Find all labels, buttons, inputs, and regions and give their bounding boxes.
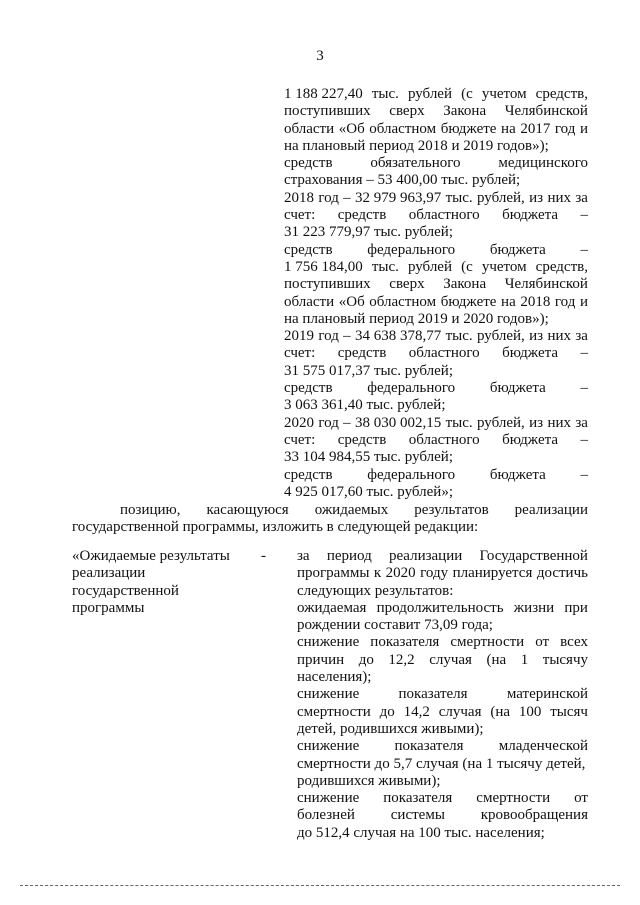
label-dash: - — [261, 548, 266, 564]
results-line — [297, 825, 588, 842]
funding-line — [284, 415, 588, 432]
word: кровообращения — [480, 807, 588, 824]
results-line — [297, 807, 588, 824]
word: областном — [369, 120, 437, 137]
word: – — [580, 380, 588, 397]
funding-line — [284, 311, 588, 328]
word: 31 223 779,97 тыс. рублей; — [284, 224, 453, 241]
word: федерального — [367, 466, 456, 483]
word: – — [343, 328, 351, 345]
position-label-line: программы — [72, 599, 145, 616]
word: год — [318, 414, 339, 431]
word: снижение — [297, 790, 360, 807]
word: рождении составит 73,09 года; — [297, 617, 493, 634]
word: учетом — [481, 258, 527, 275]
results-line — [297, 669, 588, 686]
word: 2020 — [284, 414, 314, 431]
word: Челябинской — [504, 276, 588, 293]
results-line — [297, 634, 588, 651]
word: и — [579, 293, 588, 310]
word: бюджета — [489, 466, 546, 483]
word: год — [318, 189, 339, 206]
word: «Об — [338, 120, 365, 137]
word: при — [564, 599, 588, 616]
word: системы — [390, 807, 445, 824]
word: младенческой — [498, 738, 588, 755]
results-line — [297, 565, 588, 582]
funding-line — [284, 138, 588, 155]
word: – — [580, 207, 588, 224]
position-label-line: «Ожидаемые результаты — [72, 548, 230, 564]
word: жизни — [513, 599, 555, 616]
page-bottom-rule — [20, 885, 620, 886]
word: году — [420, 565, 449, 582]
word: 4 925 017,60 тыс. рублей»; — [284, 483, 453, 500]
word: рублей, — [477, 328, 525, 345]
word: средств — [284, 380, 333, 397]
word: 33 104 984,55 тыс. рублей; — [284, 449, 453, 466]
word: бюджета — [489, 241, 546, 258]
word: ожидаемая — [297, 599, 367, 616]
word: позицию, — [120, 502, 181, 518]
word: рублей — [407, 86, 452, 102]
word: до — [358, 651, 374, 668]
word: показателя — [370, 634, 440, 651]
word: от — [574, 790, 588, 807]
word: 1 756 184,00 — [284, 258, 363, 275]
word: к — [373, 565, 382, 582]
word: них — [547, 189, 571, 206]
funding-line — [284, 449, 588, 466]
word: на — [501, 120, 516, 137]
word: тысяч — [550, 703, 588, 720]
word: средств — [337, 207, 387, 224]
funding-line — [284, 380, 588, 397]
funding-line — [284, 224, 588, 241]
page-number: 3 — [316, 48, 324, 64]
word: – — [343, 189, 351, 206]
results-line — [297, 583, 588, 600]
word: 32 979 963,97 — [355, 189, 442, 206]
intro-line — [72, 519, 588, 536]
funding-line — [284, 103, 588, 120]
word: за — [575, 414, 588, 431]
intro-paragraph — [72, 502, 588, 537]
word: планируется — [452, 565, 533, 582]
word: материнской — [506, 686, 588, 703]
word: средств — [284, 466, 333, 483]
word: 3 063 361,40 тыс. рублей; — [284, 397, 446, 414]
funding-line — [284, 432, 588, 449]
results-line — [297, 704, 588, 721]
word: смертности — [297, 703, 371, 720]
word: реализации — [388, 548, 463, 564]
word: год — [318, 328, 339, 345]
word: Челябинской — [504, 103, 588, 120]
word: год — [554, 120, 576, 137]
word: бюджете — [440, 120, 497, 137]
word: средств — [284, 155, 333, 172]
word: достичь — [536, 565, 588, 582]
word: средств, — [535, 86, 588, 102]
funding-line — [284, 294, 588, 311]
word: – — [580, 241, 588, 258]
position-label-line: реализации — [72, 565, 146, 582]
word: сверх — [389, 103, 425, 120]
word: федерального — [367, 241, 456, 258]
word: сверх — [389, 276, 425, 293]
word: 1 — [520, 651, 529, 668]
word: тыс. — [371, 86, 399, 102]
word: средств, — [535, 258, 588, 275]
word: 34 638 378,77 — [355, 328, 442, 345]
word: учетом — [481, 86, 527, 102]
word: детей, родившихся живыми); — [297, 720, 484, 737]
word: 2017 — [520, 120, 551, 137]
word: «Об — [338, 293, 365, 310]
word: 1 188 227,40 — [284, 86, 363, 102]
word: областного — [408, 431, 480, 448]
word: снижение — [297, 738, 360, 755]
word: реализации — [514, 502, 588, 518]
word: (на — [490, 703, 511, 720]
word: из — [529, 189, 544, 206]
word: на плановый период 2018 и 2019 годов»); — [284, 137, 549, 154]
word: и — [579, 120, 588, 137]
word: период — [326, 548, 372, 564]
word: показателя — [398, 686, 468, 703]
word: за — [575, 328, 588, 345]
word: рублей, — [477, 414, 525, 431]
funding-line — [284, 190, 588, 207]
word: 12,2 — [388, 651, 415, 668]
word: ожидаемых — [314, 502, 389, 518]
word: 2020 — [385, 565, 416, 582]
word: них — [547, 328, 571, 345]
position-label — [72, 548, 252, 617]
word: 2019 — [284, 328, 314, 345]
results-line — [297, 617, 588, 634]
word: медицинского — [498, 155, 588, 172]
funding-line — [284, 155, 588, 172]
word: бюджета — [502, 207, 559, 224]
word: населения); — [297, 669, 372, 686]
word: (с — [461, 86, 473, 102]
word: бюджета — [502, 345, 559, 362]
funding-line — [284, 207, 588, 224]
word: государственной программы, изложить в следующей редакции: — [72, 519, 479, 536]
results-line — [297, 721, 588, 738]
word: случая — [429, 651, 472, 668]
word: них — [547, 414, 571, 431]
word: до 512,4 случая на 100 тыс. населения; — [297, 824, 545, 841]
word: средств — [337, 431, 387, 448]
funding-line — [284, 397, 588, 414]
word: тыс. — [445, 189, 473, 206]
word: смертности до 5,7 случая (на 1 тысячу детей, — [297, 755, 586, 772]
word: – — [343, 414, 351, 431]
word: продолжительность — [376, 599, 504, 616]
word: за — [297, 548, 310, 564]
word: области — [284, 120, 335, 137]
word: до — [379, 703, 395, 720]
word: родившихся живыми); — [297, 772, 441, 789]
intro-line — [72, 502, 588, 519]
word: за — [575, 189, 588, 206]
word: результатов — [414, 502, 489, 518]
word: поступивших — [284, 276, 371, 293]
word: страхования – 53 400,00 тыс. рублей; — [284, 172, 521, 189]
word: 100 — [518, 703, 542, 720]
word: из — [529, 414, 544, 431]
results-line — [297, 773, 588, 790]
funding-line — [284, 467, 588, 484]
word: областном — [369, 293, 437, 310]
word: – — [580, 466, 588, 483]
word: программы — [297, 565, 370, 582]
word: бюджете — [440, 293, 497, 310]
word: болезней — [297, 807, 355, 824]
word: год — [554, 293, 576, 310]
word: области — [284, 293, 335, 310]
results-line — [297, 686, 588, 703]
word: (на — [486, 651, 507, 668]
funding-line — [284, 121, 588, 138]
word: бюджета — [489, 380, 546, 397]
word: от — [535, 634, 550, 651]
word: смертности — [476, 790, 551, 807]
word: Закона — [443, 103, 487, 120]
word: Государственной — [479, 548, 588, 564]
results-line — [297, 600, 588, 617]
results-line — [297, 548, 588, 565]
word: показателя — [394, 738, 464, 755]
word: из — [529, 328, 544, 345]
word: на — [501, 293, 516, 310]
word: – — [580, 431, 588, 448]
funding-line — [284, 259, 588, 276]
word: случая — [438, 703, 482, 720]
funding-line — [284, 276, 588, 293]
word: счет: — [284, 207, 316, 224]
funding-line — [284, 172, 588, 189]
word: снижение — [297, 686, 360, 703]
word: касающуюся — [206, 502, 289, 518]
results-line — [297, 738, 588, 755]
results-line — [297, 790, 588, 807]
word: – — [580, 345, 588, 362]
word: обязательного — [370, 155, 461, 172]
word: показателя — [383, 790, 453, 807]
word: (с — [461, 258, 473, 275]
expected-results-text — [297, 548, 588, 842]
word: на плановый период 2019 и 2020 годов»); — [284, 310, 549, 327]
word: бюджета — [502, 431, 559, 448]
word: 31 575 017,37 тыс. рублей; — [284, 362, 453, 379]
results-line — [297, 652, 588, 669]
word: всех — [560, 634, 588, 651]
results-line — [297, 756, 588, 773]
funding-line — [284, 86, 588, 103]
word: средств — [337, 345, 387, 362]
word: счет: — [284, 345, 316, 362]
word: поступивших — [284, 103, 371, 120]
word: тысячу — [542, 651, 588, 668]
word: областного — [408, 207, 480, 224]
funding-line — [284, 242, 588, 259]
word: 2018 — [284, 189, 314, 206]
word: Закона — [443, 276, 487, 293]
word: следующих результатов: — [297, 582, 454, 599]
funding-text-block — [284, 86, 588, 501]
word: тыс. — [445, 414, 473, 431]
word: 2018 — [520, 293, 551, 310]
word: рублей, — [477, 189, 525, 206]
word: рублей — [407, 258, 452, 275]
word: областного — [408, 345, 480, 362]
word: средств — [284, 241, 333, 258]
position-label-line: государственной — [72, 582, 179, 599]
word: смертности — [450, 634, 525, 651]
funding-line — [284, 328, 588, 345]
word: причин — [297, 651, 345, 668]
funding-line — [284, 363, 588, 380]
funding-line — [284, 345, 588, 362]
funding-line — [284, 484, 588, 501]
word: федерального — [367, 380, 456, 397]
word: тыс. — [445, 328, 473, 345]
word: счет: — [284, 431, 316, 448]
word: 38 030 002,15 — [355, 414, 442, 431]
word: 14,2 — [403, 703, 430, 720]
word: тыс. — [371, 258, 399, 275]
word: снижение — [297, 634, 360, 651]
